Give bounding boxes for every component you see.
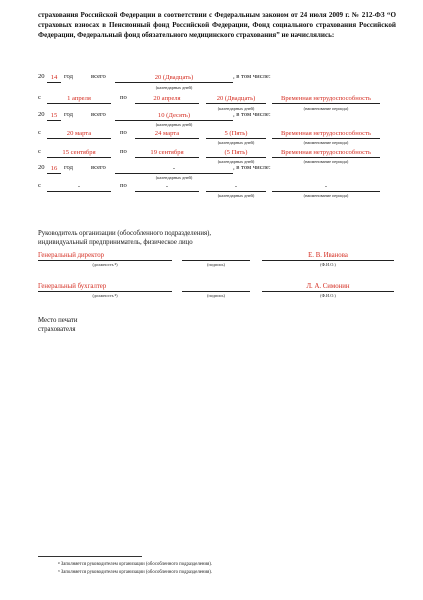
cal-days-caption: (календарных дней) [155,175,193,180]
year-word: год [64,164,74,171]
to-label: по [120,129,127,136]
total-word: всего [91,164,106,171]
director-signature-field[interactable] [182,251,250,261]
cal-days-caption: (календарных дней) [217,159,255,164]
cal-days-caption: (календарных дней) [217,193,255,198]
period-to-field[interactable]: 19 сентября [135,148,199,158]
position-caption: (должность ⁸) [92,262,118,267]
director-position-field[interactable]: Генеральный директор [38,251,172,261]
from-label: с [38,148,41,155]
accountant-signature-field[interactable] [182,282,250,292]
from-label: с [38,129,41,136]
signature-caption: (подпись) [207,293,225,298]
footnote-8: ⁸ Заполняется руководителем организации (обособленного подразделения). [58,562,213,567]
footnote-divider [38,556,142,557]
period-days-field[interactable]: (5 Пять) [206,148,266,158]
period-to-field[interactable]: 24 марта [135,129,199,139]
year-value[interactable]: 16 [47,164,61,174]
accountant-name-field[interactable]: Л. А. Симонин [262,282,394,292]
signer-header-line2: индивидуальный предприниматель, физическое лицо [38,239,193,246]
period-from-field[interactable]: 20 марта [47,129,111,139]
total-word: всего [91,73,106,80]
signer-header-line1: Руководитель организации (обособленного подразделения), [38,230,212,237]
period-name-field[interactable]: Временная нетрудоспособность [272,129,380,139]
name-caption: (Ф.И.О.) [320,293,336,298]
period-name-caption: (наименование периода) [303,193,349,198]
period-to-field[interactable]: 20 апреля [135,94,199,104]
year-prefix: 20 [38,111,45,118]
period-days-field[interactable]: 20 (Двадцать) [206,94,266,104]
period-to-field[interactable]: - [135,182,199,192]
director-name-field[interactable]: Е. В. Иванова [262,251,394,261]
period-name-caption: (наименование периода) [303,106,349,111]
footnote-9: ⁹ Заполняется руководителем организации (обособленного подразделения). [58,570,213,575]
period-days-field[interactable]: 5 (Пять) [206,129,266,139]
total-days-field[interactable]: - [115,164,233,174]
total-days-field[interactable]: 20 (Двадцать) [115,73,233,83]
cal-days-caption: (календарных дней) [217,140,255,145]
to-label: по [120,182,127,189]
total-days-field[interactable]: 10 (Десять) [115,111,233,121]
year-word: год [64,111,74,118]
to-label: по [120,94,127,101]
position-caption: (должность ⁸) [92,293,118,298]
from-label: с [38,94,41,101]
stamp-place-line2: страхователя [38,326,76,333]
intro-paragraph: страхования Российской Федерации в соответствии с Федеральным законом от 24 июля 2009 г. № 212-ФЗ “О страховых взносах в Пенсионный фонд Российской Федерации, Фонд социального страхования Российской Федерации, Федеральный фонд обязательного медицинского страхования” не начислялись: [38,11,396,40]
stamp-place-line1: Место печати [38,317,78,324]
from-label: с [38,182,41,189]
to-label: по [120,148,127,155]
period-from-field[interactable]: 1 апреля [47,94,111,104]
cal-days-caption: (календарных дней) [155,122,193,127]
signature-caption: (подпись) [207,262,225,267]
period-from-field[interactable]: 15 сентября [47,148,111,158]
total-word: всего [91,111,106,118]
including-label: , в том числе: [233,73,271,80]
year-prefix: 20 [38,164,45,171]
period-days-field[interactable]: - [206,182,266,192]
name-caption: (Ф.И.О.) [320,262,336,267]
year-value[interactable]: 14 [47,73,61,83]
accountant-position-field[interactable]: Генеральный бухгалтер [38,282,172,292]
year-word: год [64,73,74,80]
period-from-field[interactable]: - [47,182,111,192]
including-label: , в том числе: [233,164,271,171]
period-name-field[interactable]: Временная нетрудоспособность [272,148,380,158]
period-name-caption: (наименование периода) [303,140,349,145]
cal-days-caption: (календарных дней) [155,85,193,90]
period-name-field[interactable]: - [272,182,380,192]
cal-days-caption: (календарных дней) [217,106,255,111]
period-name-caption: (наименование периода) [303,159,349,164]
including-label: , в том числе: [233,111,271,118]
period-name-field[interactable]: Временная нетрудоспособность [272,94,380,104]
year-prefix: 20 [38,73,45,80]
year-value[interactable]: 15 [47,111,61,121]
